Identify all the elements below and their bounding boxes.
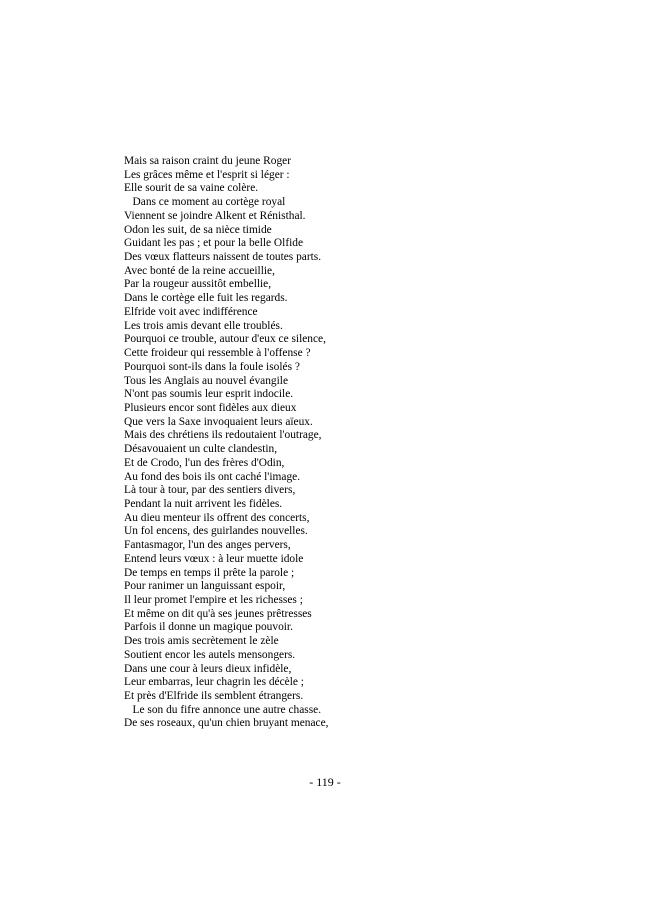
poem-line: Dans ce moment au cortège royal (124, 196, 286, 209)
poem-line: Elfride voit avec indifférence (124, 305, 258, 318)
poem-line: Leur embarras, leur chagrin les décèle ; (124, 676, 304, 689)
poem-line: Cette froideur qui ressemble à l'offense ? (124, 347, 311, 360)
poem-line: Fantasmagor, l'un des anges pervers, (124, 539, 291, 552)
poem-line: Au fond des bois ils ont caché l'image. (124, 470, 301, 483)
poem-line: Mais des chrétiens ils redoutaient l'outrage, (124, 429, 322, 442)
poem-line: Et de Crodo, l'un des frères d'Odin, (124, 456, 285, 469)
poem-line: Et même on dit qu'à ses jeunes prêtresses (124, 607, 312, 620)
poem-line: Désavouaient un culte clandestin, (124, 443, 278, 456)
page-number: - 119 - (309, 775, 341, 789)
poem-line: Un fol encens, des guirlandes nouvelles. (124, 525, 308, 538)
poem-line: Que vers la Saxe invoquaient leurs aïeux. (124, 415, 313, 428)
poem-line: Viennent se joindre Alkent et Rénisthal. (124, 209, 306, 222)
poem-line: Pour ranimer un languissant espoir, (124, 580, 286, 593)
poem-line: Des vœux flatteurs naissent de toutes parts. (124, 251, 322, 264)
poem-line: Odon les suit, de sa nièce timide (124, 223, 272, 236)
poem-line: Il leur promet l'empire et les richesses ; (124, 594, 303, 606)
poem-line: Pendant la nuit arrivent les fidèles. (124, 497, 283, 510)
poem-line: Avec bonté de la reine accueillie, (124, 264, 275, 277)
poem-line: De ses roseaux, qu'un chien bruyant menace, (124, 717, 329, 730)
poem-line: Elle sourit de sa vaine colère. (124, 182, 259, 195)
poem-text (124, 155, 544, 731)
poem-line: Parfois il donne un magique pouvoir. (124, 621, 293, 634)
poem-line: Plusieurs encor sont fidèles aux dieux (124, 401, 297, 414)
poem-line: Soutient encor les autels mensongers. (124, 648, 296, 661)
poem-line: Par la rougeur aussitôt embellie, (124, 278, 272, 291)
poem-line: Au dieu menteur ils offrent des concerts, (124, 511, 310, 524)
poem-line: Tous les Anglais au nouvel évangile (124, 374, 289, 387)
poem-line: N'ont pas soumis leur esprit indocile. (124, 388, 294, 401)
poem-line: Là tour à tour, par des sentiers divers, (124, 484, 296, 497)
poem-line: De temps en temps il prête la parole ; (124, 566, 295, 579)
poem-line: Dans une cour à leurs dieux infidèle, (124, 662, 292, 675)
poem-line: Mais sa raison craint du jeune Roger (124, 155, 292, 167)
poem-line: Pourquoi sont-ils dans la foule isolés ? (124, 360, 300, 373)
poem-line: Guidant les pas ; et pour la belle Olfide (124, 237, 304, 250)
poem-line: Les grâces même et l'esprit si léger : (124, 168, 290, 181)
poem-line: Entend leurs vœux : à leur muette idole (124, 552, 304, 565)
poem-line: Et près d'Elfride ils semblent étrangers. (124, 690, 304, 703)
poem-line: Les trois amis devant elle troublés. (124, 319, 283, 332)
poem-line: Dans le cortège elle fuit les regards. (124, 292, 288, 305)
poem-line: Pourquoi ce trouble, autour d'eux ce silence, (124, 333, 326, 346)
poem-line: Le son du fifre annonce une autre chasse. (124, 703, 322, 716)
poem-line: Des trois amis secrètement le zèle (124, 635, 279, 648)
